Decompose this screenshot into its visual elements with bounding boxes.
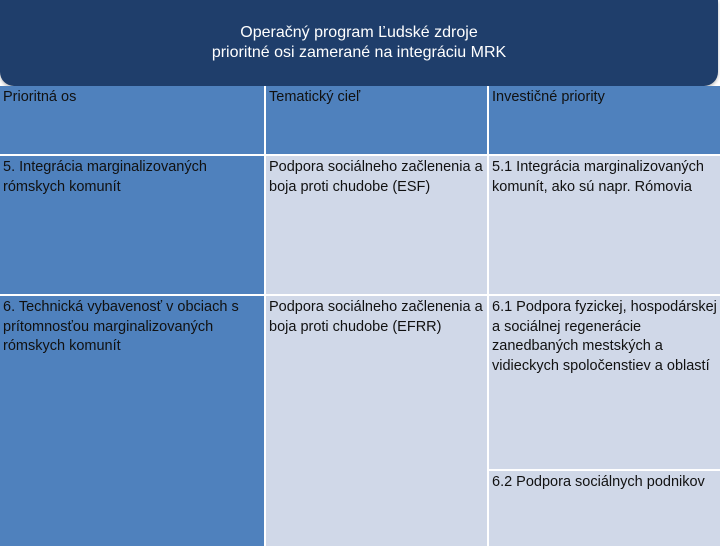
row1-thematic-goal: Podpora sociálneho začlenenia a boja proti chudobe (ESF) [266,156,487,294]
row3-investment-priority: 6.2 Podpora sociálnych podnikov [489,471,720,546]
row1-investment-priority: 5.1 Integrácia marginalizovaných komunít, ako sú napr. Rómovia [489,156,720,294]
row2-investment-priority: 6.1 Podpora fyzickej, hospodárskej a sociálnej regenerácie zanedbaných mestských a vidieckych spoločenstiev a oblastí [489,296,720,469]
title-line-1: Operačný program Ľudské zdroje [240,24,478,41]
header-investment-priorities: Investičné priority [489,86,720,154]
priority-table [0,86,720,540]
row2-priority-axis: 6. Technická vybavenosť v obciach s prítomnosťou marginalizovaných rómskych komunít [0,296,264,546]
title-line-2: prioritné osi zamerané na integráciu MRK [211,44,507,61]
header-thematic-goal: Tematický cieľ [266,86,487,154]
row2-thematic-goal: Podpora sociálneho začlenenia a boja proti chudobe (EFRR) [266,296,487,546]
title-banner [0,0,718,86]
header-priority-axis: Prioritná os [0,86,264,154]
row1-priority-axis: 5. Integrácia marginalizovaných rómskych komunít [0,156,264,294]
